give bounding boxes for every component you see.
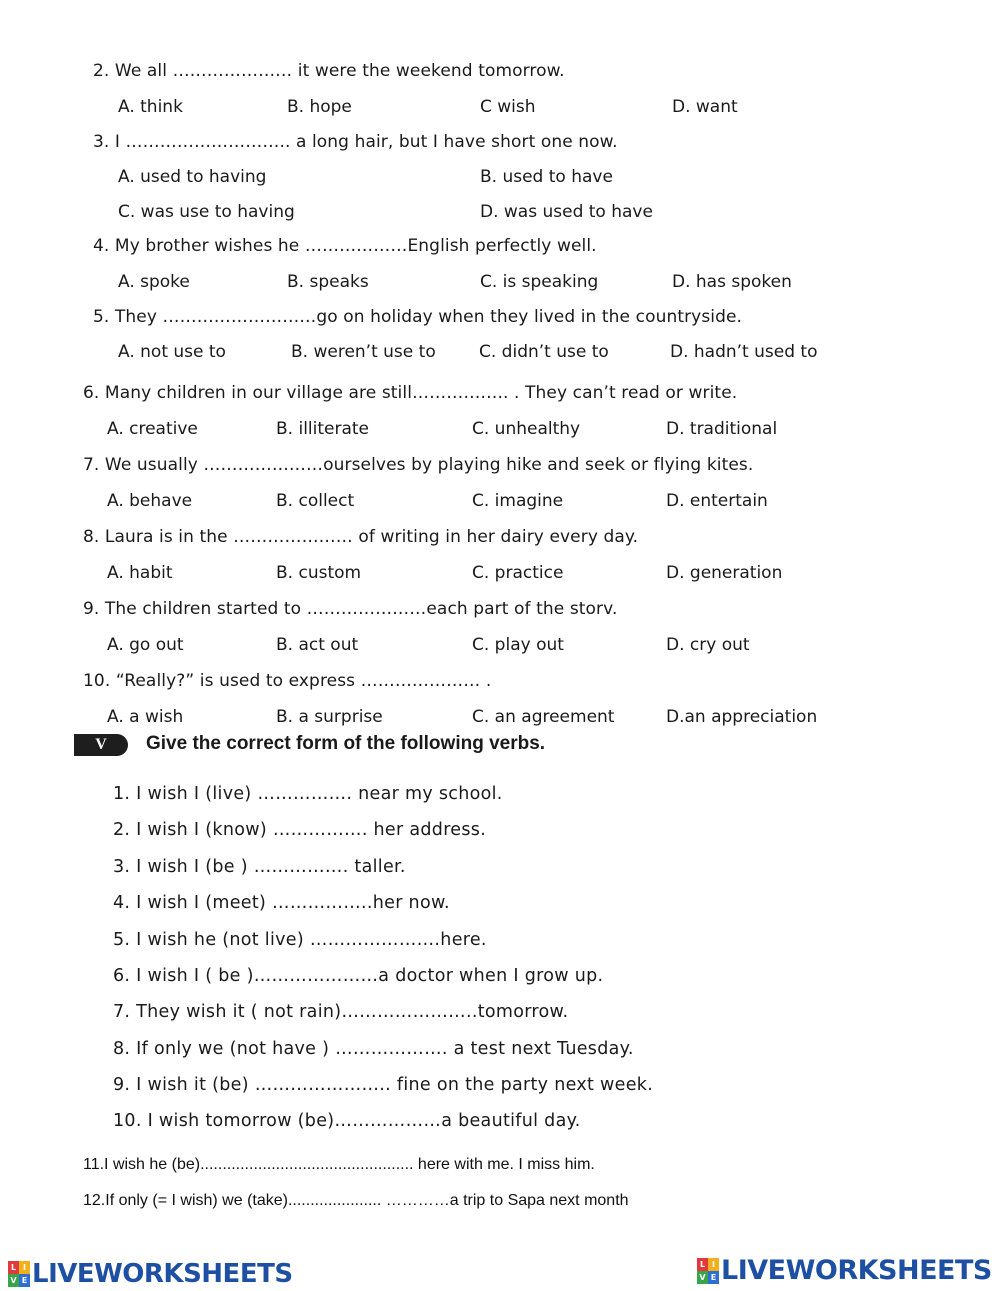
q2-option-c: C wish [480,97,536,117]
q8-option-b: B. custom [276,563,362,583]
q4-option-b: B. speaks [287,272,369,292]
q2-option-a: A. think [118,97,183,117]
verb-item-7: 7. They wish it ( not rain)…………………..tomorrow. [113,1002,569,1022]
q9-option-b: B. act out [276,635,359,655]
q10-option-a: A. a wish [107,707,184,727]
q3-option-b: B. used to have [480,167,613,187]
liveworksheets-logo-left [8,1259,293,1289]
q5-option-d: D. hadn’t used to [670,342,818,362]
liveworksheets-logo-right [697,1255,992,1286]
question-3: 3. I ……………………….. a long hair, but I have short one now. [93,132,618,152]
question-2: 2. We all ………………… it were the weekend tomorrow. [93,61,565,81]
question-9: 9. The children started to …………………each part of the storv. [83,599,618,619]
q8-option-d: D. generation [666,563,783,583]
q4-option-a: A. spoke [118,272,190,292]
q5-option-b: B. weren’t use to [291,342,436,362]
q10-option-d: D.an appreciation [666,707,818,727]
q7-option-a: A. behave [107,491,193,511]
q2-option-b: B. hope [287,97,352,117]
q6-option-c: C. unhealthy [472,419,581,439]
verb-item-12: 12.If only (= I wish) we (take)..................... …………a trip to Sapa next month [83,1192,629,1209]
q8-option-a: A. habit [107,563,173,583]
q7-option-c: C. imagine [472,491,564,511]
q2-option-d: D. want [672,97,738,117]
verb-item-4: 4. I wish I (meet) ……………..her now. [113,893,450,913]
q3-option-a: A. used to having [118,167,267,187]
question-4: 4. My brother wishes he ………………English perfectly well. [93,236,597,256]
q9-option-c: C. play out [472,635,564,655]
q3-option-c: C. was use to having [118,202,295,222]
q7-option-d: D. entertain [666,491,768,511]
q6-option-a: A. creative [107,419,198,439]
q7-option-b: B. collect [276,491,355,511]
verb-item-9: 9. I wish it (be) ………………….. fine on the party next week. [113,1075,654,1095]
q10-option-b: B. a surprise [276,707,383,727]
section-v-badge: V [74,734,128,756]
question-5: 5. They ………………………go on holiday when they lived in the countryside. [93,307,743,327]
q4-option-c: C. is speaking [480,272,599,292]
verb-item-3: 3. I wish I (be ) ……………. taller. [113,857,406,877]
question-10: 10. “Really?” is used to express ………………… . [83,671,492,691]
liveworksheets-mark-icon: L I V E [8,1261,30,1287]
q5-option-a: A. not use to [118,342,226,362]
verb-item-1: 1. I wish I (live) ……………. near my school. [113,784,503,804]
q8-option-c: C. practice [472,563,564,583]
q3-option-d: D. was used to have [480,202,653,222]
q5-option-c: C. didn’t use to [479,342,609,362]
q6-option-b: B. illiterate [276,419,370,439]
verb-item-2: 2. I wish I (know) ……………. her address. [113,820,487,840]
verb-item-10: 10. I wish tomorrow (be)………………a beautiful day. [113,1111,581,1131]
question-7: 7. We usually …………………ourselves by playing hike and seek or flying kites. [83,455,754,475]
q6-option-d: D. traditional [666,419,778,439]
liveworksheets-mark-icon: L I V E [697,1258,719,1284]
q9-option-d: D. cry out [666,635,750,655]
logo-text-right: LIVEWORKSHEETS [721,1255,992,1286]
q10-option-c: C. an agreement [472,707,615,727]
verb-item-5: 5. I wish he (not live) ………………….here. [113,930,487,950]
verb-item-11: 11.I wish he (be)................................................ here with me. I miss him. [83,1156,595,1173]
verb-item-6: 6. I wish I ( be )…………………a doctor when I grow up. [113,966,604,986]
q4-option-d: D. has spoken [672,272,792,292]
verb-item-8: 8. If only we (not have ) ………………. a test next Tuesday. [113,1039,634,1059]
question-8: 8. Laura is in the ………………… of writing in her dairy every day. [83,527,639,547]
question-6: 6. Many children in our village are still…………….. . They can’t read or write. [83,383,738,403]
q9-option-a: A. go out [107,635,184,655]
section-v-title: Give the correct form of the following verbs. [146,733,546,754]
logo-text-left: LIVEWORKSHEETS [32,1259,293,1289]
